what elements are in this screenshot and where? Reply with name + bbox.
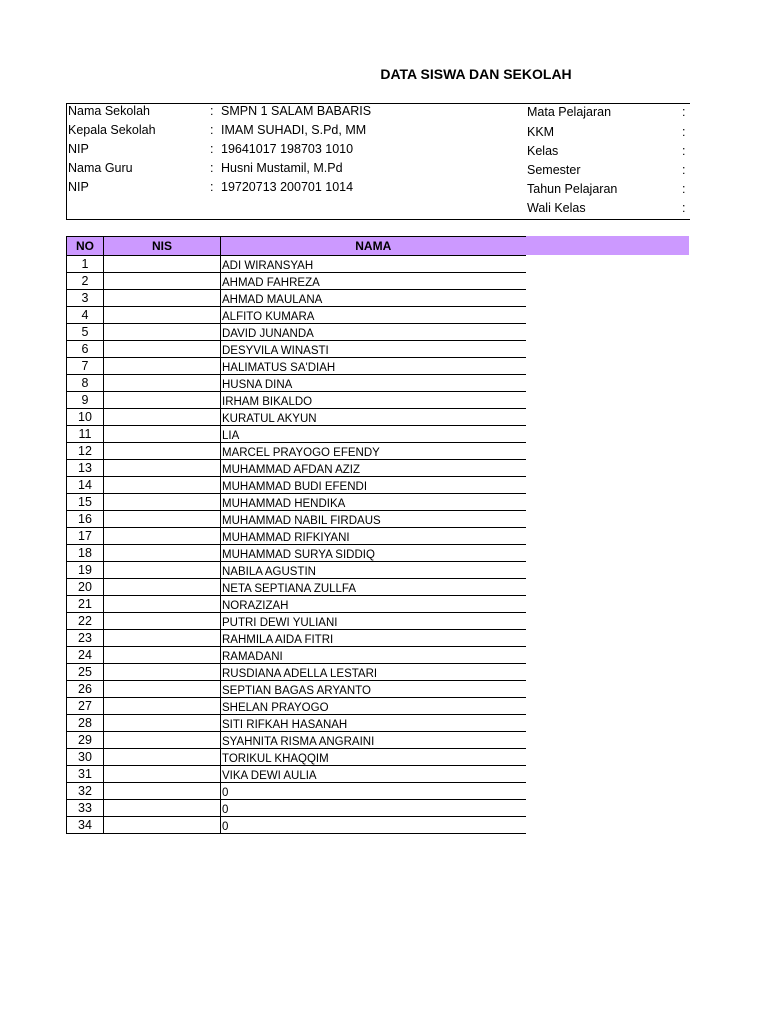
class-info-label: Wali Kelas xyxy=(527,201,586,215)
cell-nama: TORIKUL KHAQQIM xyxy=(221,749,526,766)
column-header-nama: NAMA xyxy=(221,237,526,256)
table-row xyxy=(67,256,526,273)
cell-nis xyxy=(104,579,221,596)
cell-no: 2 xyxy=(67,273,104,290)
cell-nis xyxy=(104,358,221,375)
cell-no: 14 xyxy=(67,477,104,494)
cell-no: 19 xyxy=(67,562,104,579)
cell-nis xyxy=(104,290,221,307)
school-info-colon: : xyxy=(210,123,214,137)
cell-nis xyxy=(104,562,221,579)
table-header-row xyxy=(67,237,526,256)
cell-nama: SYAHNITA RISMA ANGRAINI xyxy=(221,732,526,749)
table-row xyxy=(67,443,526,460)
cell-no: 20 xyxy=(67,579,104,596)
cell-no: 5 xyxy=(67,324,104,341)
cell-nis xyxy=(104,681,221,698)
table-row xyxy=(67,358,526,375)
table-row xyxy=(67,647,526,664)
cell-no: 16 xyxy=(67,511,104,528)
cell-nis xyxy=(104,647,221,664)
cell-nama: RUSDIANA ADELLA LESTARI xyxy=(221,664,526,681)
cell-nis xyxy=(104,715,221,732)
cell-no: 13 xyxy=(67,460,104,477)
school-info-colon: : xyxy=(210,142,214,156)
cell-nama: IRHAM BIKALDO xyxy=(221,392,526,409)
table-row xyxy=(67,494,526,511)
cell-nis xyxy=(104,528,221,545)
cell-no: 15 xyxy=(67,494,104,511)
table-row xyxy=(67,681,526,698)
table-row xyxy=(67,630,526,647)
column-header-no: NO xyxy=(67,237,104,256)
class-info-label: KKM xyxy=(527,125,555,139)
cell-nama: NETA SEPTIANA ZULLFA xyxy=(221,579,526,596)
school-info-colon: : xyxy=(210,180,214,194)
cell-nis xyxy=(104,783,221,800)
table-row xyxy=(67,749,526,766)
cell-no: 31 xyxy=(67,766,104,783)
student-table xyxy=(66,236,526,834)
cell-nama: PUTRI DEWI YULIANI xyxy=(221,613,526,630)
school-info-value: IMAM SUHADI, S.Pd, MM xyxy=(221,123,367,137)
table-row xyxy=(67,460,526,477)
cell-nis xyxy=(104,341,221,358)
cell-nama: AHMAD FAHREZA xyxy=(221,273,526,290)
cell-nama: SHELAN PRAYOGO xyxy=(221,698,526,715)
cell-nis xyxy=(104,732,221,749)
table-row xyxy=(67,307,526,324)
class-info-label: Kelas xyxy=(527,144,559,158)
school-info-label: NIP xyxy=(68,180,89,194)
cell-no: 27 xyxy=(67,698,104,715)
cell-nama: MUHAMMAD BUDI EFENDI xyxy=(221,477,526,494)
cell-no: 28 xyxy=(67,715,104,732)
cell-no: 23 xyxy=(67,630,104,647)
school-info-colon: : xyxy=(210,161,214,175)
cell-nama: MUHAMMAD RIFKIYANI xyxy=(221,528,526,545)
cell-no: 6 xyxy=(67,341,104,358)
cell-nis xyxy=(104,749,221,766)
table-row xyxy=(67,273,526,290)
cell-no: 18 xyxy=(67,545,104,562)
cell-nama: MUHAMMAD AFDAN AZIZ xyxy=(221,460,526,477)
class-info-label: Semester xyxy=(527,163,581,177)
cell-nama: ADI WIRANSYAH xyxy=(221,256,526,273)
cell-no: 34 xyxy=(67,817,104,834)
table-row xyxy=(67,715,526,732)
cell-no: 1 xyxy=(67,256,104,273)
class-info-colon: : xyxy=(682,182,686,196)
cell-no: 10 xyxy=(67,409,104,426)
cell-no: 7 xyxy=(67,358,104,375)
cell-no: 12 xyxy=(67,443,104,460)
cell-nis xyxy=(104,477,221,494)
cell-nis xyxy=(104,324,221,341)
cell-nis xyxy=(104,273,221,290)
cell-nama: AHMAD MAULANA xyxy=(221,290,526,307)
cell-no: 9 xyxy=(67,392,104,409)
school-info-label: Nama Sekolah xyxy=(68,104,150,118)
class-info-colon: : xyxy=(682,144,686,158)
cell-nis xyxy=(104,409,221,426)
table-row xyxy=(67,664,526,681)
cell-nama: RAHMILA AIDA FITRI xyxy=(221,630,526,647)
cell-nis xyxy=(104,443,221,460)
cell-nama: SEPTIAN BAGAS ARYANTO xyxy=(221,681,526,698)
cell-no: 22 xyxy=(67,613,104,630)
school-info-box xyxy=(66,103,690,220)
cell-nis xyxy=(104,307,221,324)
table-row xyxy=(67,698,526,715)
cell-nis xyxy=(104,256,221,273)
cell-nama: DESYVILA WINASTI xyxy=(221,341,526,358)
class-info-colon: : xyxy=(682,163,686,177)
cell-nis xyxy=(104,613,221,630)
table-row xyxy=(67,732,526,749)
school-info-label: Nama Guru xyxy=(68,161,133,175)
cell-nis xyxy=(104,511,221,528)
cell-nis xyxy=(104,800,221,817)
table-row xyxy=(67,817,526,834)
table-row xyxy=(67,477,526,494)
school-info-value: Husni Mustamil, M.Pd xyxy=(221,161,343,175)
cell-no: 32 xyxy=(67,783,104,800)
cell-nama: 0 xyxy=(221,817,526,834)
school-info-label: NIP xyxy=(68,142,89,156)
table-row xyxy=(67,426,526,443)
school-info-value: 19641017 198703 1010 xyxy=(221,142,354,156)
cell-nis xyxy=(104,698,221,715)
school-info-value: 19720713 200701 1014 xyxy=(221,180,354,194)
cell-no: 4 xyxy=(67,307,104,324)
table-row xyxy=(67,511,526,528)
cell-nama: MUHAMMAD SURYA SIDDIQ xyxy=(221,545,526,562)
cell-no: 29 xyxy=(67,732,104,749)
cell-nis xyxy=(104,426,221,443)
cell-nama: 0 xyxy=(221,783,526,800)
cell-no: 8 xyxy=(67,375,104,392)
cell-no: 21 xyxy=(67,596,104,613)
class-info-colon: : xyxy=(682,125,686,139)
cell-nis xyxy=(104,375,221,392)
table-row xyxy=(67,613,526,630)
table-row xyxy=(67,766,526,783)
cell-no: 26 xyxy=(67,681,104,698)
cell-nama: RAMADANI xyxy=(221,647,526,664)
table-row xyxy=(67,596,526,613)
cell-nama: HALIMATUS SA'DIAH xyxy=(221,358,526,375)
table-row xyxy=(67,341,526,358)
table-row xyxy=(67,800,526,817)
cell-no: 17 xyxy=(67,528,104,545)
cell-nis xyxy=(104,664,221,681)
column-header-nis: NIS xyxy=(104,237,221,256)
class-info-label: Mata Pelajaran xyxy=(527,105,612,119)
cell-no: 33 xyxy=(67,800,104,817)
table-row xyxy=(67,783,526,800)
cell-no: 25 xyxy=(67,664,104,681)
cell-nama: HUSNA DINA xyxy=(221,375,526,392)
page-title: DATA SISWA DAN SEKOLAH xyxy=(380,66,572,82)
cell-nama: NORAZIZAH xyxy=(221,596,526,613)
cell-no: 3 xyxy=(67,290,104,307)
cell-nama: DAVID JUNANDA xyxy=(221,324,526,341)
table-row xyxy=(67,324,526,341)
table-row xyxy=(67,290,526,307)
cell-nis xyxy=(104,766,221,783)
cell-nis xyxy=(104,596,221,613)
cell-nama: SITI RIFKAH HASANAH xyxy=(221,715,526,732)
cell-nis xyxy=(104,392,221,409)
table-row xyxy=(67,392,526,409)
cell-nis xyxy=(104,545,221,562)
cell-nis xyxy=(104,494,221,511)
class-info-colon: : xyxy=(682,105,686,119)
cell-nis xyxy=(104,630,221,647)
school-info-label: Kepala Sekolah xyxy=(68,123,156,137)
cell-nis xyxy=(104,817,221,834)
cell-nama: 0 xyxy=(221,800,526,817)
class-info-colon: : xyxy=(682,201,686,215)
table-row xyxy=(67,409,526,426)
cell-nama: VIKA DEWI AULIA xyxy=(221,766,526,783)
cell-nama: LIA xyxy=(221,426,526,443)
table-row xyxy=(67,375,526,392)
class-info-label: Tahun Pelajaran xyxy=(527,182,618,196)
cell-nama: NABILA AGUSTIN xyxy=(221,562,526,579)
school-info-colon: : xyxy=(210,104,214,118)
school-info-value: SMPN 1 SALAM BABARIS xyxy=(221,104,372,118)
cell-no: 11 xyxy=(67,426,104,443)
table-row xyxy=(67,528,526,545)
cell-no: 24 xyxy=(67,647,104,664)
table-row xyxy=(67,579,526,596)
cell-nama: MARCEL PRAYOGO EFENDY xyxy=(221,443,526,460)
cell-nis xyxy=(104,460,221,477)
table-row xyxy=(67,545,526,562)
cell-nama: MUHAMMAD NABIL FIRDAUS xyxy=(221,511,526,528)
cell-nama: KURATUL AKYUN xyxy=(221,409,526,426)
cell-nama: MUHAMMAD HENDIKA xyxy=(221,494,526,511)
table-row xyxy=(67,562,526,579)
cell-nama: ALFITO KUMARA xyxy=(221,307,526,324)
cell-no: 30 xyxy=(67,749,104,766)
